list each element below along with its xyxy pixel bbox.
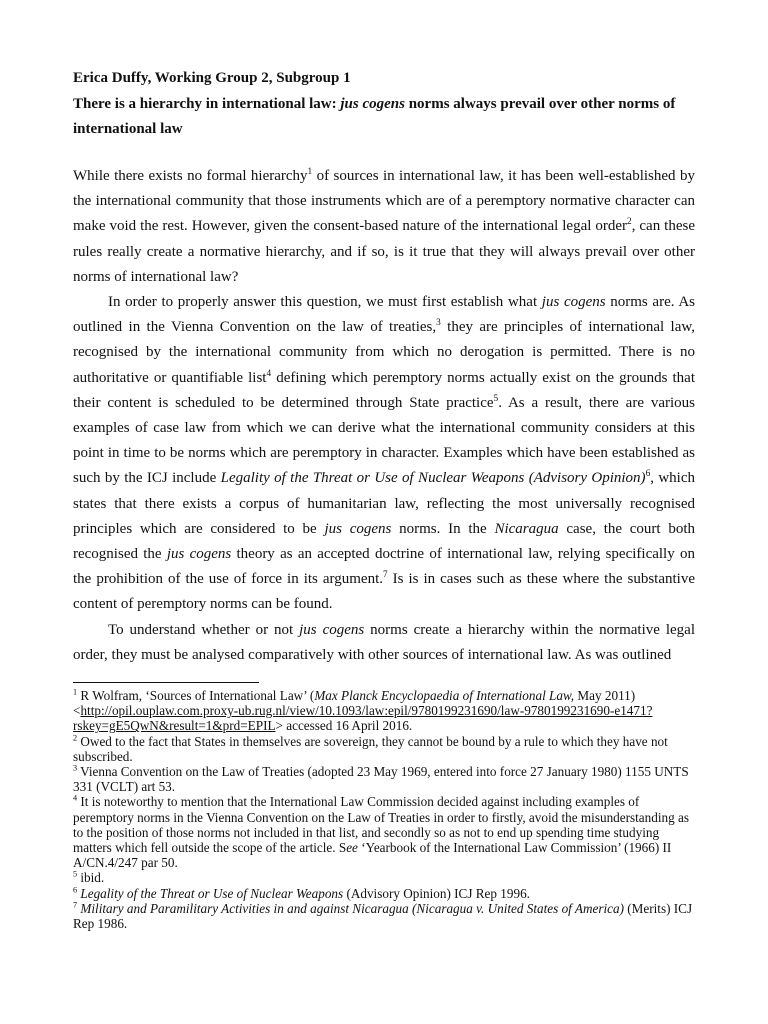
body-text — [73, 164, 695, 668]
footnote-4: $^4$ It is noteworthy to mention that the International Law Commission decided against including examples of peremptory norms in the Vienna Convention on the Law of Treaties in order to firstly, avoid the misunderstanding as to the position of those norms not included in that list, and secondly so as not to end up spending time studying matters which fell outside the scope of the article. See ‘Yearbook of the International Law Commission’ (1966) II A/CN.4/247 par 50. — [73, 794, 689, 871]
footnote-6: $^6$ Legality of the Threat or Use of Nuclear Weapons (Advisory Opinion) ICJ Rep 1996. — [73, 885, 530, 901]
footnote-5: $^5$ ibid. — [73, 870, 105, 886]
footnote-ref-4[interactable]: 4 — [266, 368, 272, 379]
footnote-ref-5[interactable]: 5 — [493, 393, 499, 404]
footnote-ref-1[interactable]: 1 — [307, 167, 313, 177]
document-header — [73, 66, 699, 143]
essay-title: There is a hierarchy in international law: jus cogens norms always prevail over other norms of international law — [73, 95, 676, 137]
footnote-ref-7[interactable]: 7 — [383, 570, 388, 581]
footnote-ref-2[interactable]: 2 — [627, 217, 632, 228]
footnote-1-link[interactable]: http://opil.ouplaw.com.proxy-ub.rug.nl/view/10.1093/law:epil/9780199231690/law-9780199231690-e1471?rskey=gE5QwN&result=1&prd=EPIL — [73, 703, 653, 734]
paragraph-3: To understand whether or not jus cogens norms create a hierarchy within the normative legal order, they must be analysed comparatively with other sources of international law. As was outlined — [73, 621, 695, 663]
footnote-ref-6[interactable]: 6 — [645, 469, 651, 480]
footnote-7: $^7$ Military and Paramilitary Activities in and against Nicaragua (Nicaragua v. United States of America) (Merits) ICJ Rep 1986. — [73, 900, 693, 932]
paragraph-1: While there exists no formal hierarchy$^1$ of sources in international law, it has been well-established by the international community that those instruments which are of a peremptory normative character can make void the rest. However, given the consent-based nature of the international legal order$^2$, can these rules really create a normative hierarchy, and if so, is it true that they will always prevail over other norms of international law? — [73, 167, 695, 285]
author-line: Erica Duffy, Working Group 2, Subgroup 1 — [73, 70, 351, 86]
footnote-3: $^3$ Vienna Convention on the Law of Treaties (adopted 23 May 1969, entered into force 27 January 1980) 1155 UNTS 331 (VCLT) art 53. — [73, 763, 689, 795]
footnote-ref-3[interactable]: 3 — [436, 318, 441, 329]
footnotes — [73, 688, 695, 931]
footnote-2: $^2$ Owed to the fact that States in themselves are sovereign, they cannot be bound by a rule to which they have not subscribed. — [73, 733, 668, 764]
footnote-separator — [73, 682, 259, 683]
footnote-1: $^1$ R Wolfram, ‘Sources of International Law’ (Max Planck Encyclopaedia of International Law, May 2011) <http://opil.ouplaw.com.proxy-ub.rug.nl/view/10.1093/law:epil/9780199231690/law-9780199231690-e1471?rskey=gE5QwN&result=1&prd=EPIL> accessed 16 April 2016. — [73, 687, 653, 734]
paragraph-2: In order to properly answer this question, we must first establish what jus cogens norms are. As outlined in the Vienna Convention on the law of treaties,$^3$ they are principles of international law, recognised by the international community from which no derogation is permitted. There is no authoritative or quantifiable list$^4$ defining which peremptory norms actually exist on the grounds that their content is scheduled to be determined through State practice$^5$. As a result, there are various examples of case law from which we can derive what the international community considers at this point in time to be norms which are peremptory in character. Examples which have been established as such by the ICJ include Legality of the Threat or Use of Nuclear Weapons (Advisory Opinion)$^6$, which states that there exists a corpus of humanitarian law, reflecting the most universally recognised principles which are considered to be jus cogens norms. In the Nicaragua case, the court both recognised the jus cogens theory as an accepted doctrine of international law, relying specifically on the prohibition of the use of force in its argument.$^7$ Is is in cases such as these where the substantive content of peremptory norms can be found. — [73, 294, 696, 613]
